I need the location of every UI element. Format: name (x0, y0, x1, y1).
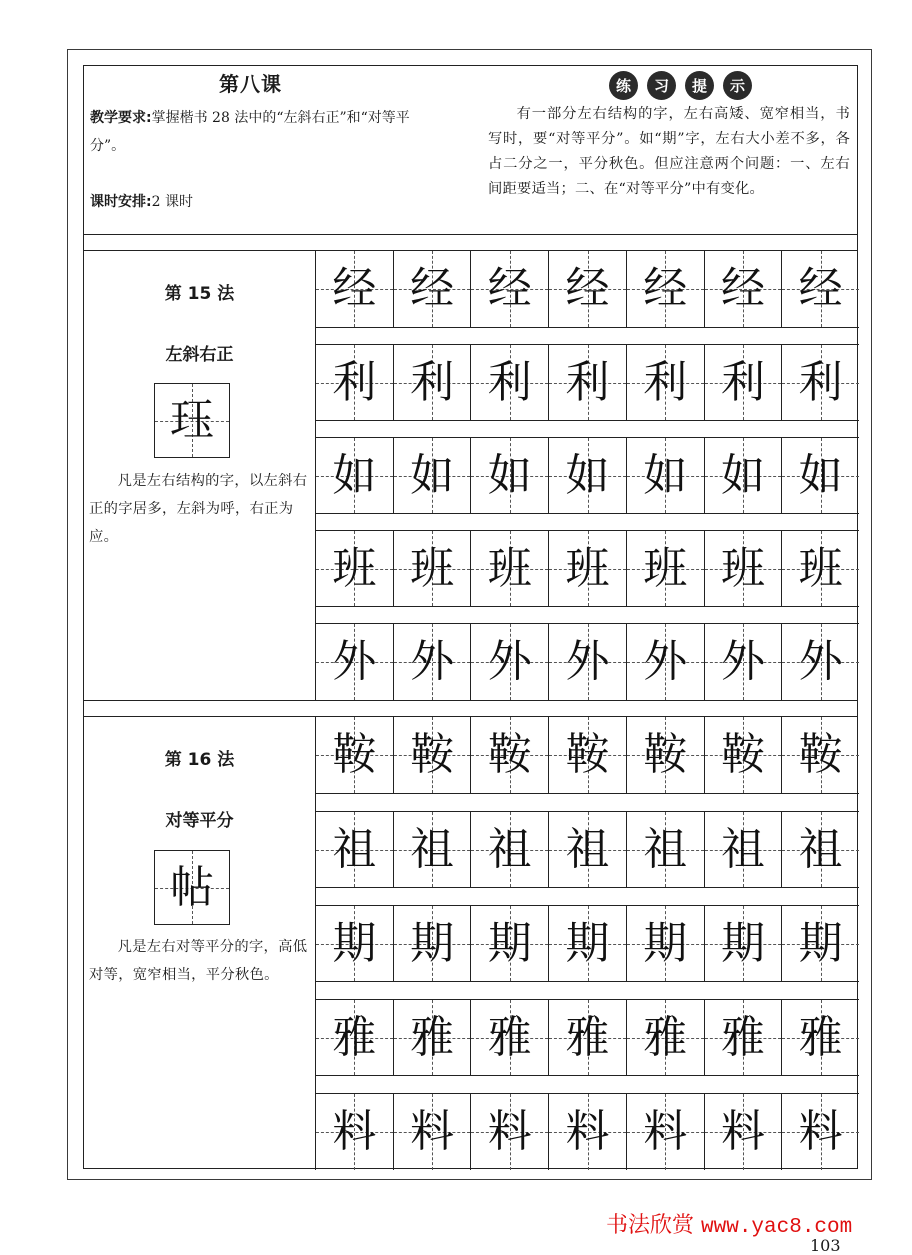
practice-cell (705, 906, 783, 981)
practice-cell (705, 1094, 783, 1170)
practice-char: 雅 (565, 1011, 610, 1063)
practice-char: 经 (565, 263, 610, 314)
rule-description: 凡是左右对等平分的字，高低对等，宽窄相当，平分秋色。 (89, 939, 308, 983)
practice-cell (394, 531, 472, 606)
practice-char: 外 (720, 636, 765, 687)
practice-char: 利 (643, 356, 688, 408)
practice-cell (471, 345, 549, 420)
practice-cell (316, 906, 394, 981)
practice-char: 鞍 (410, 729, 455, 780)
example-char: 帖 (170, 861, 214, 913)
practice-char: 期 (487, 917, 532, 969)
practice-char: 班 (410, 542, 455, 594)
practice-cell (316, 812, 394, 887)
rule-title: 左斜右正 (165, 345, 234, 365)
practice-char: 利 (332, 356, 377, 408)
watermark-text: 书法欣赏 (606, 1213, 695, 1238)
practice-cell (394, 717, 472, 793)
practice-cell (627, 717, 705, 793)
practice-char: 祖 (332, 823, 377, 875)
practice-cell (782, 717, 859, 793)
practice-cell (705, 345, 783, 420)
practice-char: 期 (410, 917, 455, 969)
practice-char: 利 (565, 356, 610, 408)
practice-row (316, 811, 859, 888)
practice-char: 利 (410, 356, 455, 408)
practice-char: 料 (643, 1106, 688, 1157)
practice-cell (394, 624, 472, 700)
practice-char: 祖 (643, 823, 688, 875)
schedule-label: 课时安排: (90, 194, 152, 210)
rule-section-16 (84, 716, 857, 1170)
practice-cell (627, 906, 705, 981)
practice-cell (316, 251, 394, 327)
practice-char: 料 (798, 1106, 843, 1157)
practice-char: 雅 (332, 1011, 377, 1063)
site-watermark (606, 1208, 852, 1239)
practice-cell (705, 531, 783, 606)
practice-char: 雅 (798, 1011, 843, 1063)
practice-cell (394, 1094, 472, 1170)
practice-cell (705, 717, 783, 793)
practice-char: 雅 (410, 1011, 455, 1063)
practice-cell (627, 812, 705, 887)
practice-row (316, 623, 859, 700)
practice-cell (549, 906, 627, 981)
practice-cell (316, 438, 394, 513)
rule-title: 对等平分 (165, 811, 234, 831)
practice-grid (316, 251, 859, 700)
practice-char: 经 (643, 263, 688, 314)
practice-cell (782, 531, 859, 606)
practice-char: 期 (643, 917, 688, 969)
practice-char: 祖 (798, 823, 843, 875)
practice-char: 雅 (720, 1011, 765, 1063)
rule-sidebar (84, 251, 316, 700)
practice-row (316, 437, 859, 514)
practice-char: 如 (798, 449, 843, 501)
practice-char: 班 (332, 542, 377, 594)
lesson-page (83, 65, 858, 1169)
practice-char: 料 (410, 1106, 455, 1157)
practice-char: 鞍 (565, 729, 610, 780)
practice-cell (782, 1094, 859, 1170)
practice-cell (316, 345, 394, 420)
practice-char: 如 (487, 449, 532, 501)
practice-char: 经 (332, 263, 377, 314)
practice-char: 鞍 (720, 729, 765, 780)
practice-cell (394, 438, 472, 513)
practice-cell (394, 906, 472, 981)
practice-cell (782, 812, 859, 887)
practice-char: 经 (410, 263, 455, 314)
practice-cell (627, 1000, 705, 1075)
practice-cell (782, 906, 859, 981)
practice-cell (316, 624, 394, 700)
practice-char: 期 (798, 917, 843, 969)
practice-cell (549, 624, 627, 700)
schedule-text: 2 课时 (151, 194, 193, 210)
practice-cell (549, 251, 627, 327)
practice-tips-text: 有一部分左右结构的字，左右高矮、宽窄相当，书写时，要“对等平分”。如“期”字，左右大小差不多，各占二分之一，平分秋色。但应注意两个问题：一、左右间距要适当；二、在“对等平分”中有变化。 (488, 106, 850, 197)
practice-char: 外 (798, 636, 843, 687)
rule-number: 第 15 法 (164, 284, 235, 304)
practice-cell (549, 1000, 627, 1075)
practice-cell (782, 624, 859, 700)
practice-char: 经 (798, 263, 843, 314)
practice-cell (627, 345, 705, 420)
practice-cell (782, 1000, 859, 1075)
practice-char: 祖 (487, 823, 532, 875)
practice-row (316, 717, 859, 794)
practice-cell (627, 1094, 705, 1170)
practice-tips-badges (609, 71, 752, 100)
practice-cell (705, 438, 783, 513)
practice-cell (471, 251, 549, 327)
rule-description: 凡是左右结构的字，以左斜右正的字居多，左斜为呼，右正为应。 (89, 473, 308, 545)
practice-cell (471, 906, 549, 981)
practice-char: 班 (565, 542, 610, 594)
practice-char: 外 (643, 636, 688, 687)
requirement-text: 掌握楷书 28 法中的“左斜右正”和“对等平分”。 (90, 110, 410, 154)
practice-char: 料 (720, 1106, 765, 1157)
practice-char: 料 (565, 1106, 610, 1157)
lesson-title: 第八课 (219, 72, 282, 96)
practice-char: 班 (720, 542, 765, 594)
practice-char: 利 (487, 356, 532, 408)
practice-char: 如 (332, 449, 377, 501)
practice-cell (471, 1000, 549, 1075)
practice-char: 班 (798, 542, 843, 594)
class-schedule (90, 191, 193, 211)
practice-cell (471, 438, 549, 513)
tips-badge-4: 示 (723, 71, 752, 100)
practice-char: 祖 (720, 823, 765, 875)
practice-char: 如 (720, 449, 765, 501)
practice-char: 如 (410, 449, 455, 501)
tips-badge-1: 练 (609, 71, 638, 100)
practice-row (316, 1093, 859, 1170)
practice-char: 鞍 (798, 729, 843, 780)
practice-char: 祖 (565, 823, 610, 875)
practice-char: 雅 (487, 1011, 532, 1063)
practice-cell (549, 438, 627, 513)
practice-char: 班 (643, 542, 688, 594)
practice-cell (394, 1000, 472, 1075)
practice-cell (782, 345, 859, 420)
practice-row (316, 530, 859, 607)
practice-cell (316, 1000, 394, 1075)
teaching-requirement (90, 104, 410, 160)
practice-char: 如 (643, 449, 688, 501)
practice-cell (705, 1000, 783, 1075)
practice-cell (705, 812, 783, 887)
practice-cell (549, 812, 627, 887)
example-char: 珏 (170, 394, 214, 446)
practice-char: 班 (487, 542, 532, 594)
practice-char: 经 (720, 263, 765, 314)
rule-section-15 (84, 250, 857, 701)
practice-cell (549, 717, 627, 793)
practice-cell (627, 624, 705, 700)
requirement-label: 教学要求: (90, 110, 152, 126)
practice-char: 料 (487, 1106, 532, 1157)
practice-row (316, 999, 859, 1076)
practice-cell (549, 345, 627, 420)
practice-row (316, 905, 859, 982)
practice-row (316, 344, 859, 421)
practice-char: 雅 (643, 1011, 688, 1063)
practice-char: 祖 (410, 823, 455, 875)
practice-cell (627, 251, 705, 327)
watermark-url: www.yac8.com (701, 1216, 853, 1239)
practice-char: 期 (565, 917, 610, 969)
practice-cell (471, 1094, 549, 1170)
practice-cell (627, 531, 705, 606)
practice-cell (549, 531, 627, 606)
practice-cell (782, 251, 859, 327)
rule-number: 第 16 法 (164, 750, 235, 770)
practice-char: 利 (798, 356, 843, 408)
practice-cell (782, 438, 859, 513)
practice-char: 如 (565, 449, 610, 501)
practice-row (316, 251, 859, 328)
lesson-header (84, 66, 857, 235)
practice-char: 外 (487, 636, 532, 687)
practice-cell (394, 812, 472, 887)
practice-cell (471, 812, 549, 887)
practice-cell (394, 251, 472, 327)
practice-cell (705, 624, 783, 700)
practice-char: 外 (410, 636, 455, 687)
practice-char: 料 (332, 1106, 377, 1157)
example-char-box (154, 383, 230, 458)
rule-sidebar (84, 717, 316, 1170)
practice-cell (705, 251, 783, 327)
practice-char: 期 (332, 917, 377, 969)
practice-cell (316, 1094, 394, 1170)
practice-char: 外 (332, 636, 377, 687)
practice-char: 鞍 (487, 729, 532, 780)
tips-badge-3: 提 (685, 71, 714, 100)
practice-char: 鞍 (332, 729, 377, 780)
practice-cell (549, 1094, 627, 1170)
practice-cell (627, 438, 705, 513)
practice-cell (471, 717, 549, 793)
practice-cell (471, 531, 549, 606)
page-number: 103 (810, 1236, 841, 1255)
practice-char: 鞍 (643, 729, 688, 780)
example-char-box (154, 850, 230, 925)
practice-cell (471, 624, 549, 700)
tips-badge-2: 习 (647, 71, 676, 100)
practice-cell (316, 531, 394, 606)
practice-char: 期 (720, 917, 765, 969)
practice-char: 利 (720, 356, 765, 408)
practice-cell (316, 717, 394, 793)
practice-char: 外 (565, 636, 610, 687)
practice-cell (394, 345, 472, 420)
practice-grid (316, 717, 859, 1170)
practice-char: 经 (487, 263, 532, 314)
